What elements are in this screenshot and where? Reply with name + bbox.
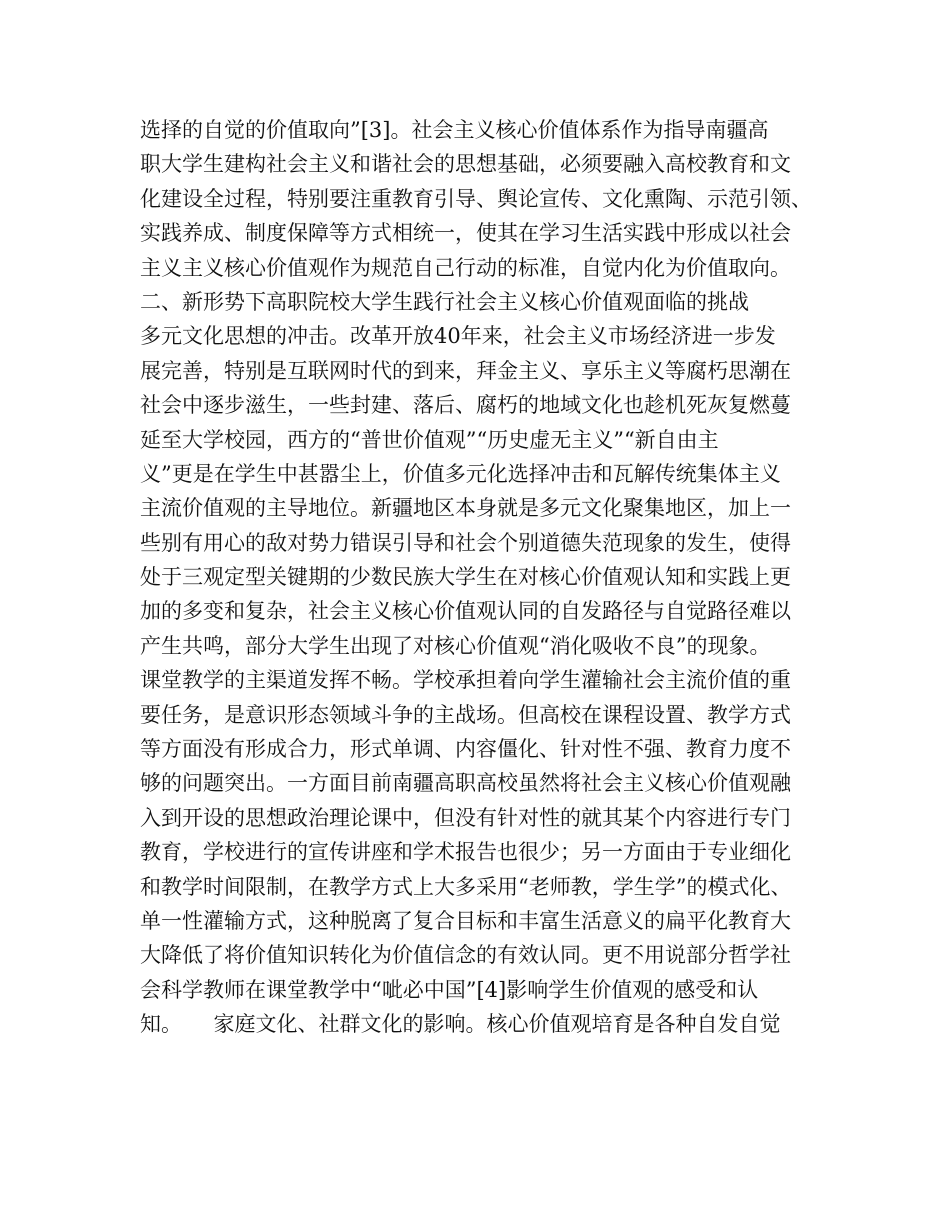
- text-line: 些别有用心的敌对势力错误引导和社会个别道德失范现象的发生，使得: [140, 530, 791, 555]
- text-line: 主流价值观的主导地位。新疆地区本身就是多元文化聚集地区，加上一: [140, 496, 791, 521]
- text-line: 社会中逐步滋生，一些封建、落后、腐朽的地域文化也趁机死灰复燃蔓: [140, 393, 791, 418]
- text-line: 入到开设的思想政治理论课中，但没有针对性的就其某个内容进行专门: [140, 805, 791, 830]
- text-line: 展完善，特别是互联网时代的到来，拜金主义、享乐主义等腐朽思潮在: [140, 358, 791, 383]
- text-line: 够的问题突出。一方面目前南疆高职高校虽然将社会主义核心价值观融: [140, 771, 791, 796]
- text-line: 会科学教师在课堂教学中“呲必中国”[4]影响学生价值观的感受和认: [140, 977, 759, 1002]
- section-heading: 二、新形势下高职院校大学生践行社会主义核心价值观面临的挑战: [140, 289, 749, 314]
- text-line: 要任务，是意识形态领域斗争的主战场。但高校在课程设置、教学方式: [140, 702, 791, 727]
- text-line: 实践养成、制度保障等方式相统一，使其在学习生活实践中形成以社会: [140, 221, 791, 246]
- text-line: 和教学时间限制，在教学方式上大多采用“老师教，学生学”的模式化、: [140, 874, 792, 899]
- text-line: 多元文化思想的冲击。改革开放40年来，社会主义市场经济进一步发: [140, 324, 776, 349]
- text-line: 处于三观定型关键期的少数民族大学生在对核心价值观认知和实践上更: [140, 565, 791, 590]
- text-line: 化建设全过程，特别要注重教育引导、舆论宣传、文化熏陶、示范引领、: [140, 186, 812, 211]
- body-text: [140, 113, 830, 1042]
- text-line: 加的多变和复杂，社会主义核心价值观认同的自发路径与自觉路径难以: [140, 599, 791, 624]
- text-line: 等方面没有形成合力，形式单调、内容僵化、针对性不强、教育力度不: [140, 737, 791, 762]
- text-line: 选择的自觉的价值取向”[3]。社会主义核心价值体系作为指导南疆高: [140, 118, 769, 142]
- text-line: 教育，学校进行的宣传讲座和学术报告也很少；另一方面由于专业细化: [140, 840, 791, 865]
- text-line: 单一性灌输方式，这种脱离了复合目标和丰富生活意义的扁平化教育大: [140, 908, 791, 933]
- text-line: 职大学生建构社会主义和谐社会的思想基础，必须要融入高校教育和文: [140, 152, 791, 177]
- text-line: 知。 家庭文化、社群文化的影响。核心价值观培育是各种自发自觉: [140, 1012, 781, 1037]
- text-line: 延至大学校园，西方的“普世价值观”“历史虚无主义”“新自由主: [140, 427, 719, 452]
- text-line: 主义主义核心价值观作为规范自己行动的标准，自觉内化为价值取向。: [140, 255, 791, 280]
- text-line: 课堂教学的主渠道发挥不畅。学校承担着向学生灌输社会主流价值的重: [140, 668, 791, 693]
- text-line: 产生共鸣，部分大学生出现了对核心价值观“消化吸收不良”的现象。: [140, 633, 771, 658]
- text-line: 义”更是在学生中甚嚣尘上，价值多元化选择冲击和瓦解传统集体主义: [140, 461, 781, 486]
- text-line: 大降低了将价值知识转化为价值信念的有效认同。更不用说部分哲学社: [140, 943, 791, 968]
